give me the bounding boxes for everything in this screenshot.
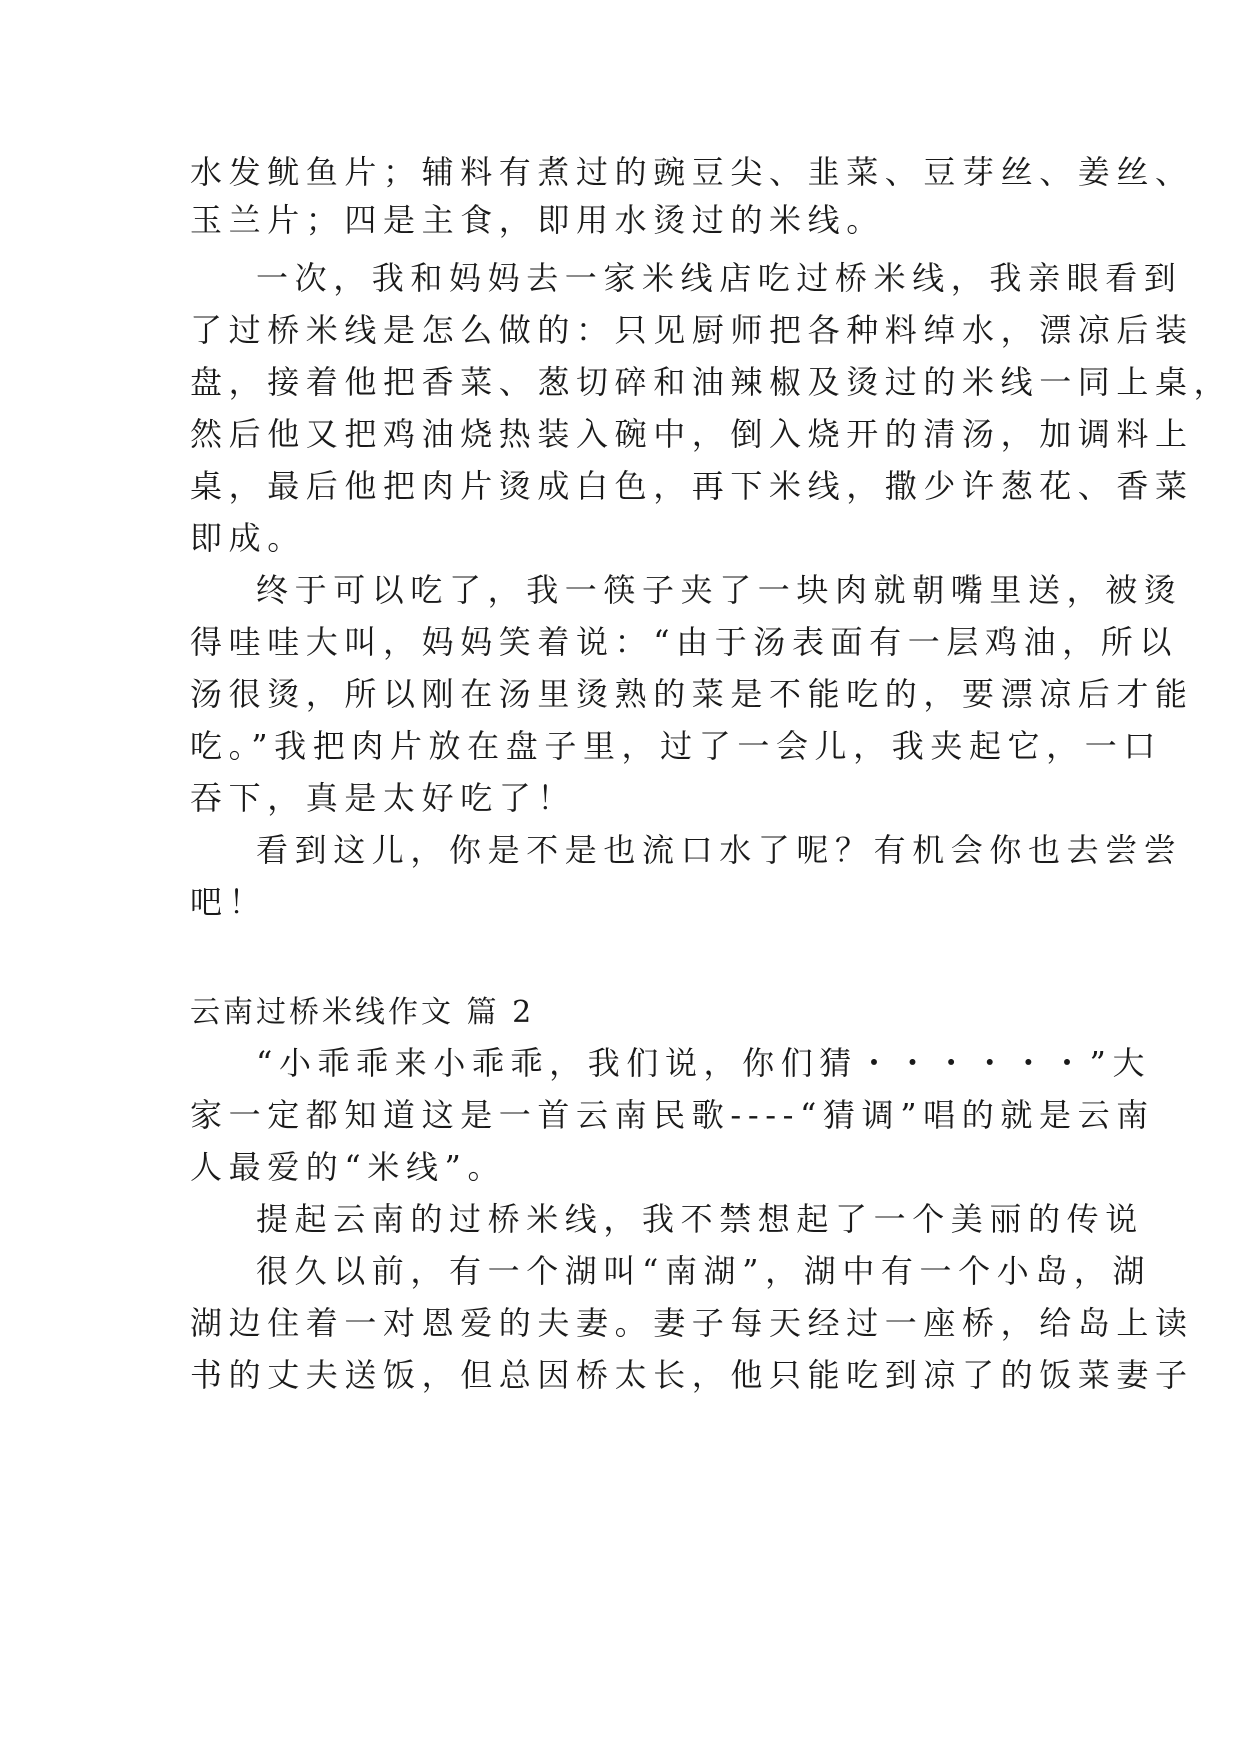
paragraph-line: 提起云南的过桥米线，我不禁想起了一个美丽的传说 [256,1200,1144,1238]
section-heading: 云南过桥米线作文 篇 2 [190,995,535,1030]
paragraph-line: 桌，最后他把肉片烫成白色，再下米线，撒少许葱花、香菜 [190,467,1194,505]
paragraph-line: 盘，接着他把香菜、葱切碎和油辣椒及烫过的米线一同上桌， [190,363,1233,401]
paragraph-line: 吞下，真是太好吃了！ [190,779,577,817]
paragraph-line: 终于可以吃了，我一筷子夹了一块肉就朝嘴里送，被烫 [256,571,1183,609]
paragraph-line: 书的丈夫送饭，但总因桥太长，他只能吃到凉了的饭菜妻子 [190,1356,1194,1394]
paragraph-line: 然后他又把鸡油烧热装入碗中，倒入烧开的清汤，加调料上 [190,415,1194,453]
paragraph-line: 家一定都知道这是一首云南民歌----“猜调”唱的就是云南 [190,1096,1155,1134]
paragraph-line: 吃。”我把肉片放在盘子里，过了一会儿，我夹起它，一口 [190,727,1162,765]
paragraph-line: 得哇哇大叫，妈妈笑着说：“由于汤表面有一层鸡油，所以 [190,623,1178,661]
paragraph-line: 一次，我和妈妈去一家米线店吃过桥米线，我亲眼看到 [256,259,1183,297]
paragraph-line: 水发鱿鱼片；辅料有煮过的豌豆尖、韭菜、豆芽丝、姜丝、 [190,153,1194,191]
paragraph-line: “小乖乖来小乖乖，我们说，你们猜・・・・・・”大 [256,1044,1152,1082]
paragraph-line: 即成。 [190,519,306,557]
paragraph-line: 吧！ [190,883,268,921]
paragraph-line: 汤很烫，所以刚在汤里烫熟的菜是不能吃的，要漂凉后才能 [190,675,1194,713]
paragraph-line: 湖边住着一对恩爱的夫妻。妻子每天经过一座桥，给岛上读 [190,1304,1194,1342]
paragraph-line: 玉兰片；四是主食，即用水烫过的米线。 [190,201,885,239]
paragraph-line: 了过桥米线是怎么做的：只见厨师把各种料绰水，漂凉后装 [190,311,1194,349]
paragraph-line: 看到这儿，你是不是也流口水了呢？有机会你也去尝尝 [256,831,1183,869]
paragraph-line: 人最爱的“米线”。 [190,1148,507,1186]
paragraph-line: 很久以前，有一个湖叫“南湖”，湖中有一个小岛，湖 [256,1252,1152,1290]
